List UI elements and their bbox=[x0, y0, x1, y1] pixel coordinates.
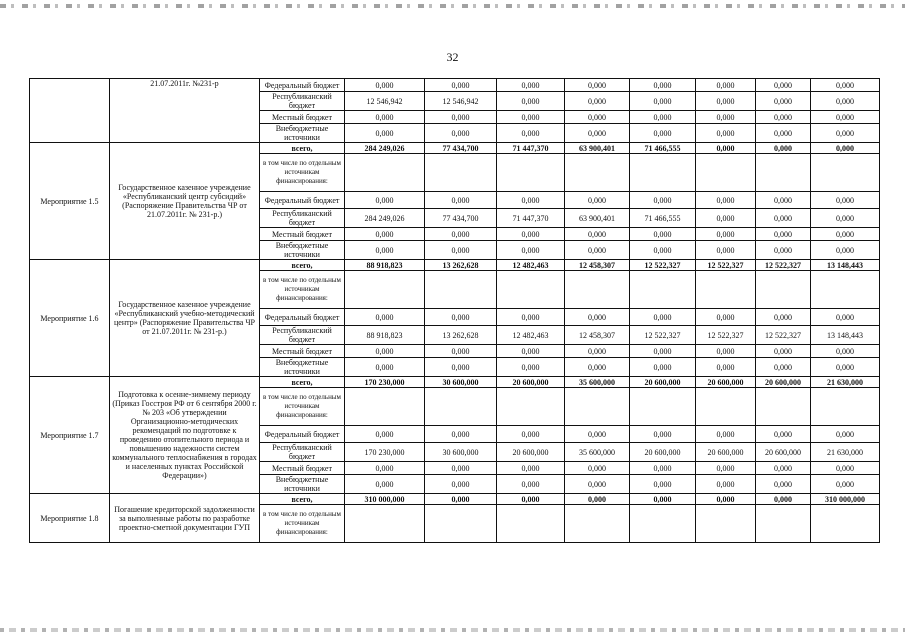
value-cell: 0,000 bbox=[425, 494, 497, 505]
value-cell: 0,000 bbox=[425, 192, 497, 209]
funding-source-cell: Республиканский бюджет bbox=[260, 209, 345, 228]
value-cell: 0,000 bbox=[756, 241, 811, 260]
value-cell: 0,000 bbox=[425, 111, 497, 124]
value-cell: 30 600,000 bbox=[425, 443, 497, 462]
value-cell: 0,000 bbox=[630, 241, 696, 260]
measure-cell: Мероприятие 1.5 bbox=[30, 143, 110, 260]
description-cell: Государственное казенное учреждение «Республиканский центр субсидий» (Распоряжение Правительства ЧР от 21.07.2011г. № 231-р.) bbox=[110, 143, 260, 260]
value-cell bbox=[696, 271, 756, 309]
value-cell: 0,000 bbox=[497, 79, 565, 92]
funding-source-cell: в том числе по отдельным источникам финансирования: bbox=[260, 388, 345, 426]
description-cell: Государственное казенное учреждение «Республиканский учебно-методический центр» (Распоряжение Правительства ЧР от 21.07.2011г. № 231-р.) bbox=[110, 260, 260, 377]
value-cell: 0,000 bbox=[630, 124, 696, 143]
value-cell: 20 600,000 bbox=[630, 443, 696, 462]
value-cell: 0,000 bbox=[630, 111, 696, 124]
value-cell: 88 918,823 bbox=[345, 326, 425, 345]
value-cell: 0,000 bbox=[696, 494, 756, 505]
page-number: 32 bbox=[446, 50, 459, 64]
value-cell bbox=[497, 505, 565, 543]
value-cell: 12 546,942 bbox=[425, 92, 497, 111]
scan-artifact-bottom bbox=[0, 628, 905, 632]
value-cell: 0,000 bbox=[630, 462, 696, 475]
value-cell: 0,000 bbox=[565, 92, 630, 111]
funding-source-cell: Внебюджетные источники bbox=[260, 124, 345, 143]
value-cell: 0,000 bbox=[345, 228, 425, 241]
value-cell bbox=[345, 154, 425, 192]
value-cell: 0,000 bbox=[630, 426, 696, 443]
value-cell bbox=[696, 505, 756, 543]
value-cell: 0,000 bbox=[756, 92, 811, 111]
value-cell bbox=[565, 505, 630, 543]
value-cell: 0,000 bbox=[565, 462, 630, 475]
value-cell: 284 249,026 bbox=[345, 209, 425, 228]
value-cell: 13 262,628 bbox=[425, 326, 497, 345]
value-cell: 12 546,942 bbox=[345, 92, 425, 111]
value-cell: 35 600,000 bbox=[565, 443, 630, 462]
funding-source-cell: всего, bbox=[260, 494, 345, 505]
value-cell: 0,000 bbox=[630, 494, 696, 505]
value-cell: 0,000 bbox=[345, 79, 425, 92]
value-cell bbox=[756, 271, 811, 309]
value-cell: 0,000 bbox=[425, 462, 497, 475]
value-cell: 0,000 bbox=[630, 358, 696, 377]
value-cell bbox=[630, 154, 696, 192]
value-cell bbox=[811, 154, 880, 192]
value-cell: 12 522,327 bbox=[696, 260, 756, 271]
value-cell: 0,000 bbox=[345, 192, 425, 209]
value-cell: 0,000 bbox=[345, 475, 425, 494]
value-cell: 20 600,000 bbox=[497, 377, 565, 388]
value-cell bbox=[811, 388, 880, 426]
value-cell: 12 458,307 bbox=[565, 326, 630, 345]
value-cell: 0,000 bbox=[811, 462, 880, 475]
value-cell: 0,000 bbox=[565, 192, 630, 209]
value-cell: 170 230,000 bbox=[345, 443, 425, 462]
value-cell: 0,000 bbox=[696, 92, 756, 111]
value-cell: 0,000 bbox=[696, 426, 756, 443]
value-cell: 0,000 bbox=[811, 111, 880, 124]
value-cell: 21 630,000 bbox=[811, 377, 880, 388]
value-cell: 0,000 bbox=[565, 426, 630, 443]
value-cell: 88 918,823 bbox=[345, 260, 425, 271]
value-cell: 0,000 bbox=[425, 79, 497, 92]
value-cell: 0,000 bbox=[756, 124, 811, 143]
value-cell: 0,000 bbox=[345, 241, 425, 260]
value-cell bbox=[565, 271, 630, 309]
value-cell: 0,000 bbox=[345, 358, 425, 377]
value-cell: 0,000 bbox=[696, 192, 756, 209]
value-cell: 0,000 bbox=[756, 358, 811, 377]
scan-artifact-top bbox=[0, 4, 905, 8]
value-cell bbox=[345, 505, 425, 543]
value-cell: 0,000 bbox=[565, 358, 630, 377]
value-cell: 35 600,000 bbox=[565, 377, 630, 388]
value-cell: 20 600,000 bbox=[696, 377, 756, 388]
value-cell: 0,000 bbox=[497, 426, 565, 443]
value-cell: 20 600,000 bbox=[630, 377, 696, 388]
value-cell: 0,000 bbox=[497, 309, 565, 326]
funding-source-cell: в том числе по отдельным источникам финансирования: bbox=[260, 154, 345, 192]
value-cell bbox=[565, 388, 630, 426]
value-cell: 0,000 bbox=[630, 79, 696, 92]
value-cell: 0,000 bbox=[630, 309, 696, 326]
value-cell: 0,000 bbox=[425, 475, 497, 494]
value-cell: 12 522,327 bbox=[756, 260, 811, 271]
value-cell: 0,000 bbox=[345, 309, 425, 326]
value-cell bbox=[811, 505, 880, 543]
value-cell: 12 522,327 bbox=[756, 326, 811, 345]
funding-source-cell: Внебюджетные источники bbox=[260, 358, 345, 377]
value-cell: 13 262,628 bbox=[425, 260, 497, 271]
value-cell: 0,000 bbox=[756, 228, 811, 241]
value-cell bbox=[630, 505, 696, 543]
value-cell: 310 000,000 bbox=[345, 494, 425, 505]
value-cell: 20 600,000 bbox=[696, 443, 756, 462]
value-cell bbox=[756, 388, 811, 426]
value-cell: 284 249,026 bbox=[345, 143, 425, 154]
value-cell: 0,000 bbox=[811, 309, 880, 326]
value-cell: 12 482,463 bbox=[497, 326, 565, 345]
value-cell bbox=[630, 271, 696, 309]
value-cell: 0,000 bbox=[756, 192, 811, 209]
value-cell: 0,000 bbox=[811, 92, 880, 111]
value-cell: 0,000 bbox=[756, 79, 811, 92]
value-cell: 0,000 bbox=[630, 345, 696, 358]
funding-source-cell: всего, bbox=[260, 260, 345, 271]
value-cell: 0,000 bbox=[696, 241, 756, 260]
value-cell: 0,000 bbox=[630, 92, 696, 111]
value-cell: 0,000 bbox=[696, 475, 756, 494]
value-cell bbox=[425, 154, 497, 192]
value-cell: 0,000 bbox=[696, 143, 756, 154]
value-cell: 0,000 bbox=[811, 192, 880, 209]
funding-source-cell: Республиканский бюджет bbox=[260, 92, 345, 111]
value-cell: 0,000 bbox=[756, 209, 811, 228]
budget-table bbox=[29, 78, 880, 543]
value-cell: 0,000 bbox=[565, 309, 630, 326]
table-row bbox=[30, 260, 880, 271]
value-cell: 12 522,327 bbox=[696, 326, 756, 345]
value-cell bbox=[425, 271, 497, 309]
value-cell: 0,000 bbox=[696, 345, 756, 358]
measure-cell: Мероприятие 1.6 bbox=[30, 260, 110, 377]
value-cell: 20 600,000 bbox=[497, 443, 565, 462]
value-cell: 0,000 bbox=[696, 209, 756, 228]
value-cell: 0,000 bbox=[425, 124, 497, 143]
value-cell: 0,000 bbox=[345, 345, 425, 358]
value-cell: 0,000 bbox=[425, 241, 497, 260]
funding-source-cell: Федеральный бюджет bbox=[260, 79, 345, 92]
value-cell: 0,000 bbox=[565, 475, 630, 494]
value-cell: 0,000 bbox=[756, 309, 811, 326]
funding-source-cell: Местный бюджет bbox=[260, 345, 345, 358]
funding-source-cell: Местный бюджет bbox=[260, 228, 345, 241]
value-cell: 0,000 bbox=[696, 309, 756, 326]
value-cell: 0,000 bbox=[497, 124, 565, 143]
value-cell: 21 630,000 bbox=[811, 443, 880, 462]
value-cell: 0,000 bbox=[756, 111, 811, 124]
value-cell: 0,000 bbox=[497, 358, 565, 377]
value-cell: 13 148,443 bbox=[811, 326, 880, 345]
value-cell: 0,000 bbox=[756, 143, 811, 154]
value-cell bbox=[630, 388, 696, 426]
value-cell: 20 600,000 bbox=[756, 443, 811, 462]
value-cell bbox=[425, 388, 497, 426]
value-cell bbox=[696, 154, 756, 192]
funding-source-cell: Республиканский бюджет bbox=[260, 326, 345, 345]
value-cell: 0,000 bbox=[696, 358, 756, 377]
value-cell: 12 522,327 bbox=[630, 326, 696, 345]
value-cell: 0,000 bbox=[811, 143, 880, 154]
value-cell: 0,000 bbox=[696, 228, 756, 241]
description-cell: Подготовка к осенне-зимнему периоду (Приказ Госстроя РФ от 6 сентября 2000 г. № 203 «Об утверждении Организационно-методических рекомендаций по подготовке к проведению отопительного периода и повышению надежности систем коммунального теплоснабжения в городах и населенных пунктах Российской Федерации») bbox=[110, 377, 260, 494]
value-cell: 0,000 bbox=[497, 462, 565, 475]
value-cell: 0,000 bbox=[696, 79, 756, 92]
value-cell: 0,000 bbox=[425, 358, 497, 377]
funding-source-cell: Местный бюджет bbox=[260, 111, 345, 124]
value-cell: 0,000 bbox=[565, 345, 630, 358]
value-cell: 0,000 bbox=[565, 228, 630, 241]
value-cell: 0,000 bbox=[811, 209, 880, 228]
value-cell: 0,000 bbox=[756, 475, 811, 494]
value-cell bbox=[811, 271, 880, 309]
funding-source-cell: Внебюджетные источники bbox=[260, 241, 345, 260]
value-cell: 71 447,370 bbox=[497, 209, 565, 228]
funding-source-cell: Федеральный бюджет bbox=[260, 426, 345, 443]
value-cell: 0,000 bbox=[696, 462, 756, 475]
value-cell: 0,000 bbox=[497, 494, 565, 505]
value-cell: 77 434,700 bbox=[425, 143, 497, 154]
value-cell: 0,000 bbox=[497, 111, 565, 124]
funding-source-cell: всего, bbox=[260, 143, 345, 154]
value-cell: 63 900,401 bbox=[565, 143, 630, 154]
value-cell bbox=[497, 271, 565, 309]
value-cell bbox=[425, 505, 497, 543]
value-cell: 0,000 bbox=[565, 79, 630, 92]
value-cell: 0,000 bbox=[345, 426, 425, 443]
table-row bbox=[30, 143, 880, 154]
value-cell: 0,000 bbox=[497, 241, 565, 260]
value-cell bbox=[756, 505, 811, 543]
value-cell: 0,000 bbox=[345, 462, 425, 475]
value-cell: 71 447,370 bbox=[497, 143, 565, 154]
value-cell: 0,000 bbox=[756, 426, 811, 443]
funding-source-cell: в том числе по отдельным источникам финансирования: bbox=[260, 271, 345, 309]
value-cell: 0,000 bbox=[756, 494, 811, 505]
value-cell: 0,000 bbox=[811, 426, 880, 443]
measure-cell: Мероприятие 1.7 bbox=[30, 377, 110, 494]
value-cell: 0,000 bbox=[425, 228, 497, 241]
value-cell: 71 466,555 bbox=[630, 143, 696, 154]
funding-source-cell: Республиканский бюджет bbox=[260, 443, 345, 462]
value-cell: 0,000 bbox=[497, 192, 565, 209]
value-cell: 0,000 bbox=[497, 92, 565, 111]
value-cell: 0,000 bbox=[696, 111, 756, 124]
value-cell: 30 600,000 bbox=[425, 377, 497, 388]
value-cell: 0,000 bbox=[630, 228, 696, 241]
funding-source-cell: Местный бюджет bbox=[260, 462, 345, 475]
value-cell: 0,000 bbox=[811, 241, 880, 260]
funding-source-cell: всего, bbox=[260, 377, 345, 388]
value-cell bbox=[497, 388, 565, 426]
value-cell bbox=[345, 388, 425, 426]
description-cell: 21.07.2011г. №231-р bbox=[110, 79, 260, 143]
table-row bbox=[30, 494, 880, 505]
value-cell: 0,000 bbox=[811, 228, 880, 241]
funding-source-cell: Федеральный бюджет bbox=[260, 192, 345, 209]
value-cell: 0,000 bbox=[425, 309, 497, 326]
value-cell: 63 900,401 bbox=[565, 209, 630, 228]
funding-source-cell: Внебюджетные источники bbox=[260, 475, 345, 494]
value-cell: 0,000 bbox=[345, 111, 425, 124]
value-cell: 0,000 bbox=[811, 79, 880, 92]
table-row bbox=[30, 79, 880, 92]
value-cell: 0,000 bbox=[811, 475, 880, 494]
value-cell: 0,000 bbox=[811, 358, 880, 377]
value-cell: 0,000 bbox=[345, 124, 425, 143]
value-cell: 12 482,463 bbox=[497, 260, 565, 271]
value-cell: 0,000 bbox=[497, 228, 565, 241]
value-cell: 0,000 bbox=[696, 124, 756, 143]
value-cell: 0,000 bbox=[497, 475, 565, 494]
table-row bbox=[30, 377, 880, 388]
value-cell: 71 466,555 bbox=[630, 209, 696, 228]
description-cell: Погашение кредиторской задолженности за выполненные работы по разработке проектно-сметной документации ГУП bbox=[110, 494, 260, 543]
funding-source-cell: Федеральный бюджет bbox=[260, 309, 345, 326]
value-cell: 77 434,700 bbox=[425, 209, 497, 228]
value-cell: 0,000 bbox=[811, 345, 880, 358]
value-cell: 0,000 bbox=[565, 241, 630, 260]
value-cell bbox=[756, 154, 811, 192]
value-cell: 170 230,000 bbox=[345, 377, 425, 388]
value-cell: 0,000 bbox=[756, 462, 811, 475]
value-cell: 0,000 bbox=[425, 345, 497, 358]
value-cell: 13 148,443 bbox=[811, 260, 880, 271]
value-cell: 0,000 bbox=[497, 345, 565, 358]
funding-source-cell: в том числе по отдельным источникам финансирования: bbox=[260, 505, 345, 543]
measure-cell bbox=[30, 79, 110, 143]
value-cell bbox=[497, 154, 565, 192]
value-cell: 0,000 bbox=[565, 494, 630, 505]
value-cell: 12 522,327 bbox=[630, 260, 696, 271]
value-cell bbox=[565, 154, 630, 192]
value-cell: 0,000 bbox=[425, 426, 497, 443]
value-cell: 0,000 bbox=[630, 475, 696, 494]
value-cell: 0,000 bbox=[565, 124, 630, 143]
value-cell: 0,000 bbox=[756, 345, 811, 358]
value-cell: 0,000 bbox=[565, 111, 630, 124]
value-cell: 310 000,000 bbox=[811, 494, 880, 505]
value-cell bbox=[345, 271, 425, 309]
measure-cell: Мероприятие 1.8 bbox=[30, 494, 110, 543]
value-cell: 12 458,307 bbox=[565, 260, 630, 271]
value-cell: 20 600,000 bbox=[756, 377, 811, 388]
value-cell: 0,000 bbox=[630, 192, 696, 209]
value-cell bbox=[696, 388, 756, 426]
value-cell: 0,000 bbox=[811, 124, 880, 143]
